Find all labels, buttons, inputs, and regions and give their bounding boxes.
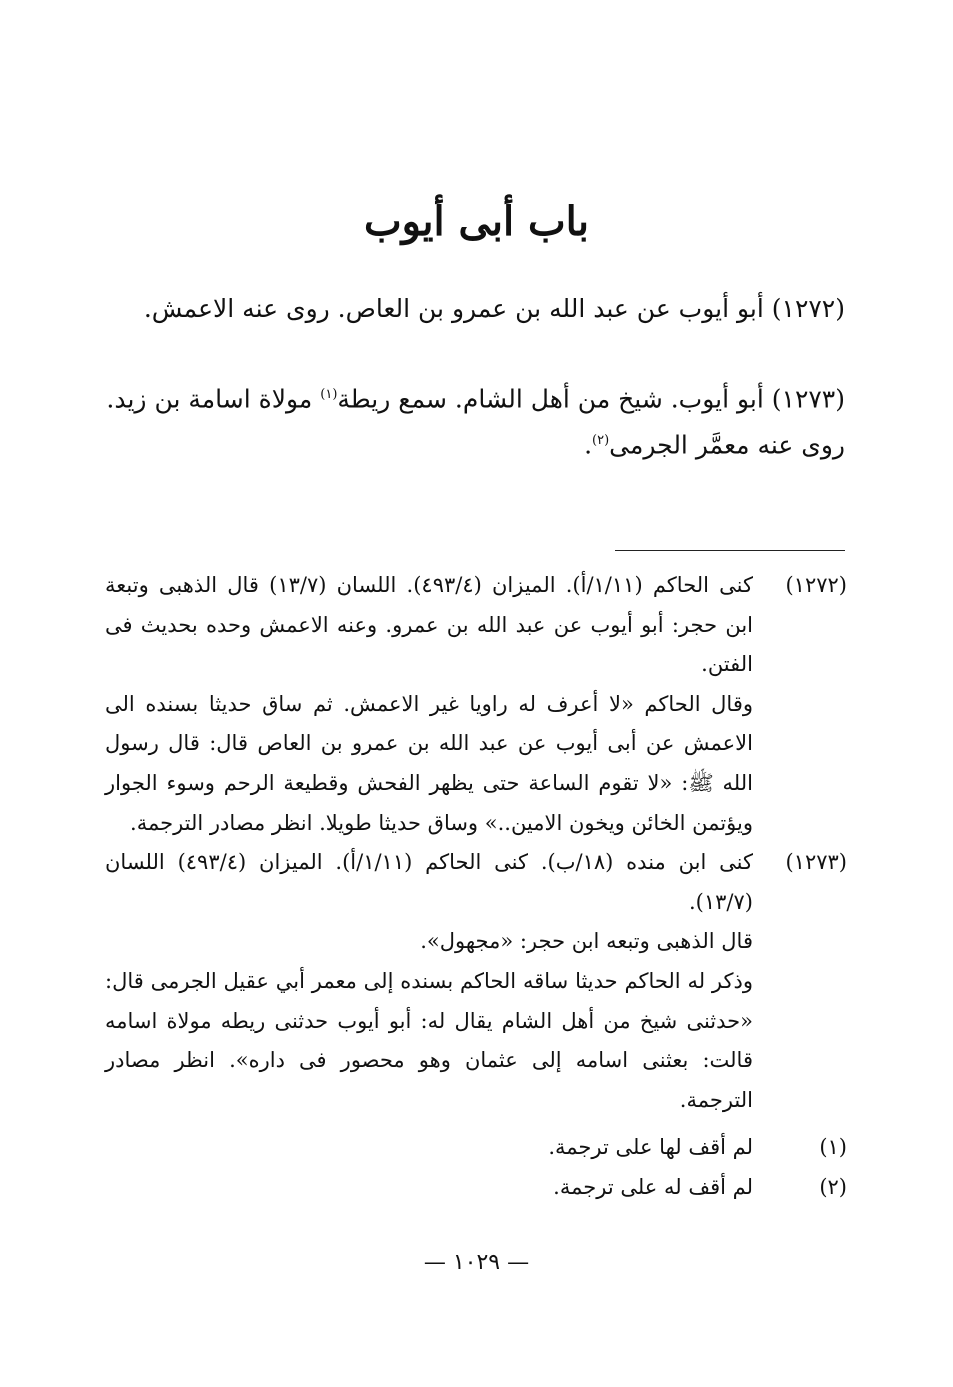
- footnote-number: (٢): [819, 1174, 847, 1199]
- footnote-paragraph: لم أقف لها على ترجمة.: [548, 1135, 753, 1160]
- entry-1272: (١٢٧٢) أبو أيوب عن عبد الله بن عمرو بن العاص. روى عنه الاعمش.: [143, 294, 845, 323]
- footnote-paragraph: وقال الحاكم «لا أعرف له راويا غير الاعمش. ثم ساق حديثا بسنده الى الاعمش عن أبى أيوب عن عبد الله بن عمرو بن العاص قال: قال رسول الله ﷺ: «لا تقوم الساعة حتى يظهر الفحش وقطيعة الرحم وسوء الجوار ويؤتمن الخائن ويخون الامين..» وساق حديثا طويلا. انظر مصادر الترجمة.: [105, 691, 753, 835]
- footnote-1273: [105, 843, 847, 1120]
- entry-text: روى عنه معمَّر الجرمى: [609, 430, 845, 460]
- footnote-number: (١٢٧٢): [785, 573, 847, 597]
- entry-1273: [105, 374, 845, 467]
- footnote-ref-1: (١): [320, 387, 338, 402]
- footnote-text: [105, 843, 753, 1120]
- footnote-2: [105, 1168, 847, 1208]
- footnote-number: (١٢٧٣): [785, 850, 847, 875]
- entry-text: (١٢٧٣) أبو أيوب. شيخ من أهل الشام. سمع ريطة: [337, 384, 845, 414]
- footnote-paragraph: لم أقف له على ترجمة.: [553, 1174, 753, 1199]
- chapter-title: باب أبى أيوب: [364, 198, 589, 245]
- footnote-ref-2: (٢): [592, 433, 610, 449]
- footnote-separator: [615, 550, 845, 551]
- page-number: — ١٠٢٩ —: [423, 1250, 530, 1275]
- footnote-1: [105, 1128, 847, 1168]
- footnotes: [105, 566, 847, 1208]
- entry-text: .: [584, 430, 593, 460]
- footnote-paragraph: كنى ابن منده (١٨/ب). كنى الحاكم (١/١١/أ). الميزان (٤٩٣/٤) اللسان (١٣/٧).: [105, 850, 753, 914]
- footnote-text: [105, 1128, 753, 1168]
- footnote-text: [105, 566, 753, 843]
- footnote-paragraph: كنى الحاكم (١/١١/أ). الميزان (٤٩٣/٤). اللسان (١٣/٧) قال الذهبى وتبعة ابن حجر: أبو أيوب عن عبد الله بن عمرو. وعنه الاعمش وحده بحديث فى الفتن.: [105, 573, 754, 677]
- footnote-number: (١): [819, 1135, 847, 1160]
- footnote-1272: [105, 566, 847, 843]
- footnote-paragraph: قال الذهبى وتبعه ابن حجر: «مجهول».: [420, 929, 753, 954]
- footnote-paragraph: وذكر له الحاكم حديثا ساقه الحاكم بسنده إلى معمر أبي عقيل الجرمى قال: «حدثنى شيخ من أهل الشام يقال له: أبو أيوب حدثنى ريطه مولاة اسامه قالت: بعثنى اسامه إلى عثمان وهو محصور فى داره». انظر مصادر الترجمة.: [105, 968, 753, 1112]
- entry-text: مولاة اسامة بن زيد.: [106, 384, 321, 414]
- footnote-text: [105, 1168, 753, 1208]
